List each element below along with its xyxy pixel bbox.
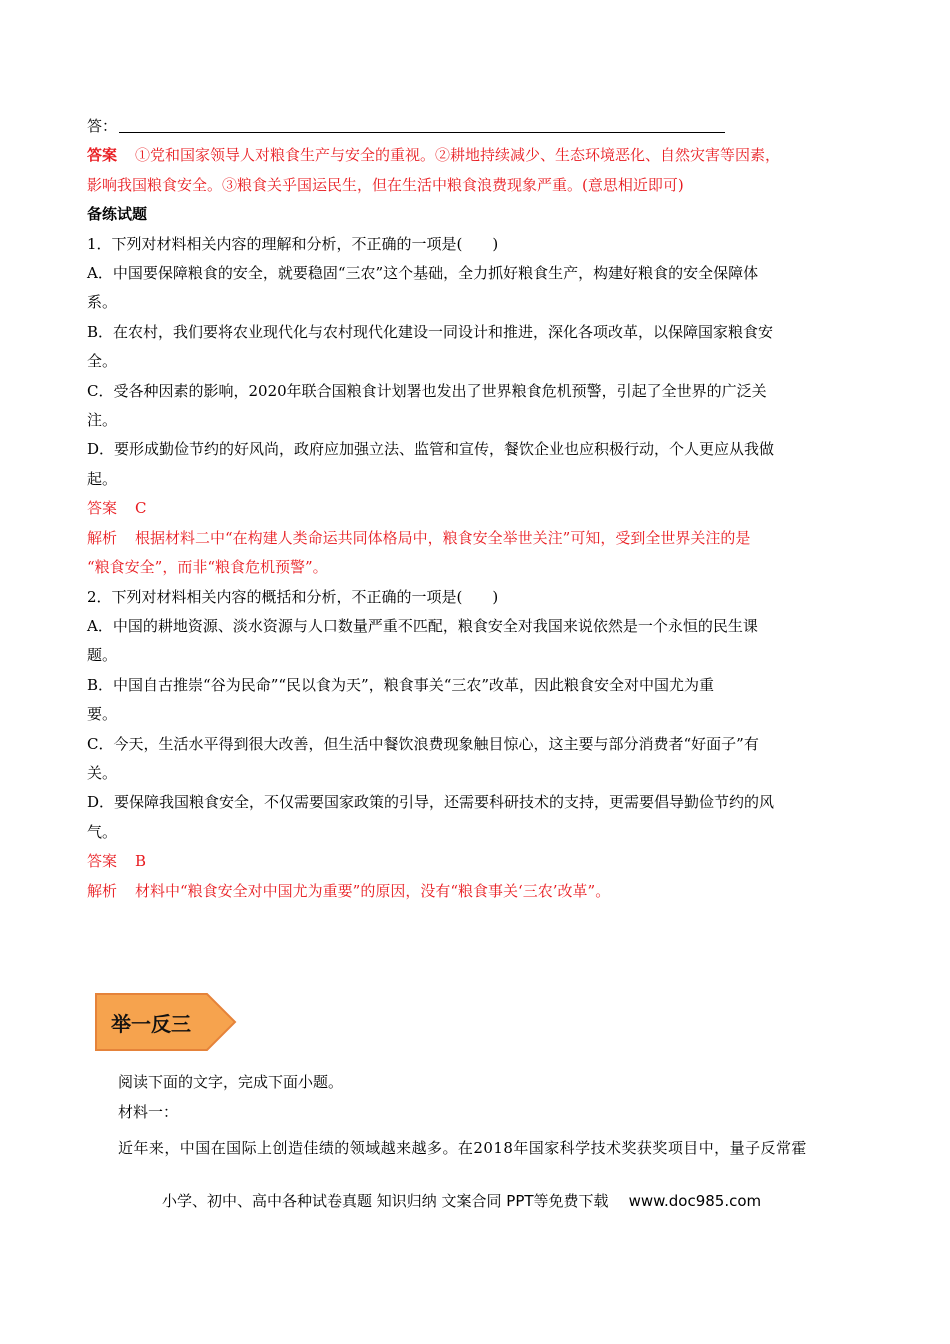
badge-text: 举一反三: [111, 1012, 191, 1036]
q2-option-a-cont: 题。: [87, 646, 118, 665]
q1-analysis-line-2: “粮食安全”，而非“粮食危机预警”。: [87, 558, 328, 577]
q1-analysis-label: 解析: [87, 528, 118, 547]
q2-option-d-cont: 气。: [87, 822, 118, 841]
q2-option-b-cont: 要。: [87, 705, 118, 724]
q1-option-b-cont: 全。: [87, 352, 118, 371]
answer1-line-2: [87, 171, 865, 200]
q2-analysis-line-1: [87, 877, 865, 906]
q1-option-d-cont: 起。: [87, 469, 118, 488]
q2-option-c-cont: 关。: [87, 763, 118, 782]
q2-answer-value: B: [135, 852, 147, 871]
answer1-line-1: [87, 141, 865, 170]
q2-option-c: C．今天，生活水平得到很大改善，但生活中餐饮浪费现象触目惊心，这主要与部分消费者“好面子”有: [87, 734, 759, 753]
section-title: 备练试题: [87, 205, 148, 224]
q1-answer-label: 答案: [87, 499, 118, 518]
answer-blank-line: [119, 117, 725, 133]
answer1-label: 答案: [87, 146, 118, 165]
page-footer: [162, 1190, 761, 1211]
q2-stem: 2．下列对材料相关内容的概括和分析，不正确的一项是( ): [87, 587, 499, 606]
q2-answer: [87, 847, 865, 876]
q1-option-c: C．受各种因素的影响，2020年联合国粮食计划署也发出了世界粮食危机预警，引起了全世界的广泛关: [87, 381, 767, 400]
q2-answer-label: 答案: [87, 852, 118, 871]
q1-option-a: A．中国要保障粮食的安全，就要稳固“三农”这个基础，全力抓好粮食生产，构建好粮食的安全保障体: [87, 264, 759, 283]
q2-option-d: D．要保障我国粮食安全，不仅需要国家政策的引导，还需要科研技术的支持，更需要倡导勤俭节约的风: [87, 793, 775, 812]
q1-option-c-cont: 注。: [87, 411, 118, 430]
answer-prompt-row: [87, 112, 865, 141]
q1-option-a-cont: 系。: [87, 293, 118, 312]
q1-option-d: D．要形成勤俭节约的好风尚，政府应加强立法、监管和宣传，餐饮企业也应积极行动，个人更应从我做: [87, 440, 775, 459]
answer1-text-1: ①党和国家领导人对粮食生产与安全的重视。②耕地持续减少、生态环境恶化、自然灾害等因素，: [135, 146, 781, 165]
q1-analysis-text-1: 根据材料二中“在构建人类命运共同体格局中，粮食安全举世关注”可知，受到全世界关注的是: [135, 528, 751, 547]
q2-option-a: A．中国的耕地资源、淡水资源与人口数量严重不匹配，粮食安全对我国来说依然是一个永恒的民生课: [87, 616, 758, 635]
footer-url[interactable]: www.doc985.com: [628, 1192, 762, 1210]
q2-analysis-text-1: 材料中“粮食安全对中国尤为重要”的原因，没有“粮食事关‘三农’改革”。: [135, 881, 611, 900]
material-label: 材料一：: [118, 1102, 179, 1121]
q2-option-b: B．中国自古推崇“谷为民命”“民以食为天”，粮食事关“三农”改革，因此粮食安全对中国尤为重: [87, 675, 715, 694]
q1-analysis-line-1: [87, 524, 865, 553]
material-body-line: 近年来，中国在国际上创造佳绩的领域越来越多。在2018年国家科学技术奖获奖项目中，量子反常霍: [118, 1139, 807, 1157]
section-badge: [95, 993, 237, 1051]
answer-prompt-label: 答：: [87, 117, 118, 135]
q1-stem: 1．下列对材料相关内容的理解和分析，不正确的一项是( ): [87, 234, 499, 253]
footer-text: 小学、初中、高中各种试卷真题 知识归纳 文案合同 PPT等免费下载: [162, 1192, 609, 1210]
answer1-text-2: 影响我国粮食安全。③粮食关乎国运民生，但在生活中粮食浪费现象严重。(意思相近即可): [87, 175, 684, 194]
q1-answer: [87, 494, 865, 523]
q1-answer-value: C: [135, 499, 147, 518]
exercise-content: [87, 112, 865, 906]
q1-option-b: B．在农村，我们要将农业现代化与农村现代化建设一同设计和推进，深化各项改革，以保障国家粮食安: [87, 322, 774, 341]
q2-analysis-label: 解析: [87, 881, 118, 900]
reading-section: [118, 1068, 866, 1128]
reading-instruction: 阅读下面的文字，完成下面小题。: [118, 1073, 344, 1091]
